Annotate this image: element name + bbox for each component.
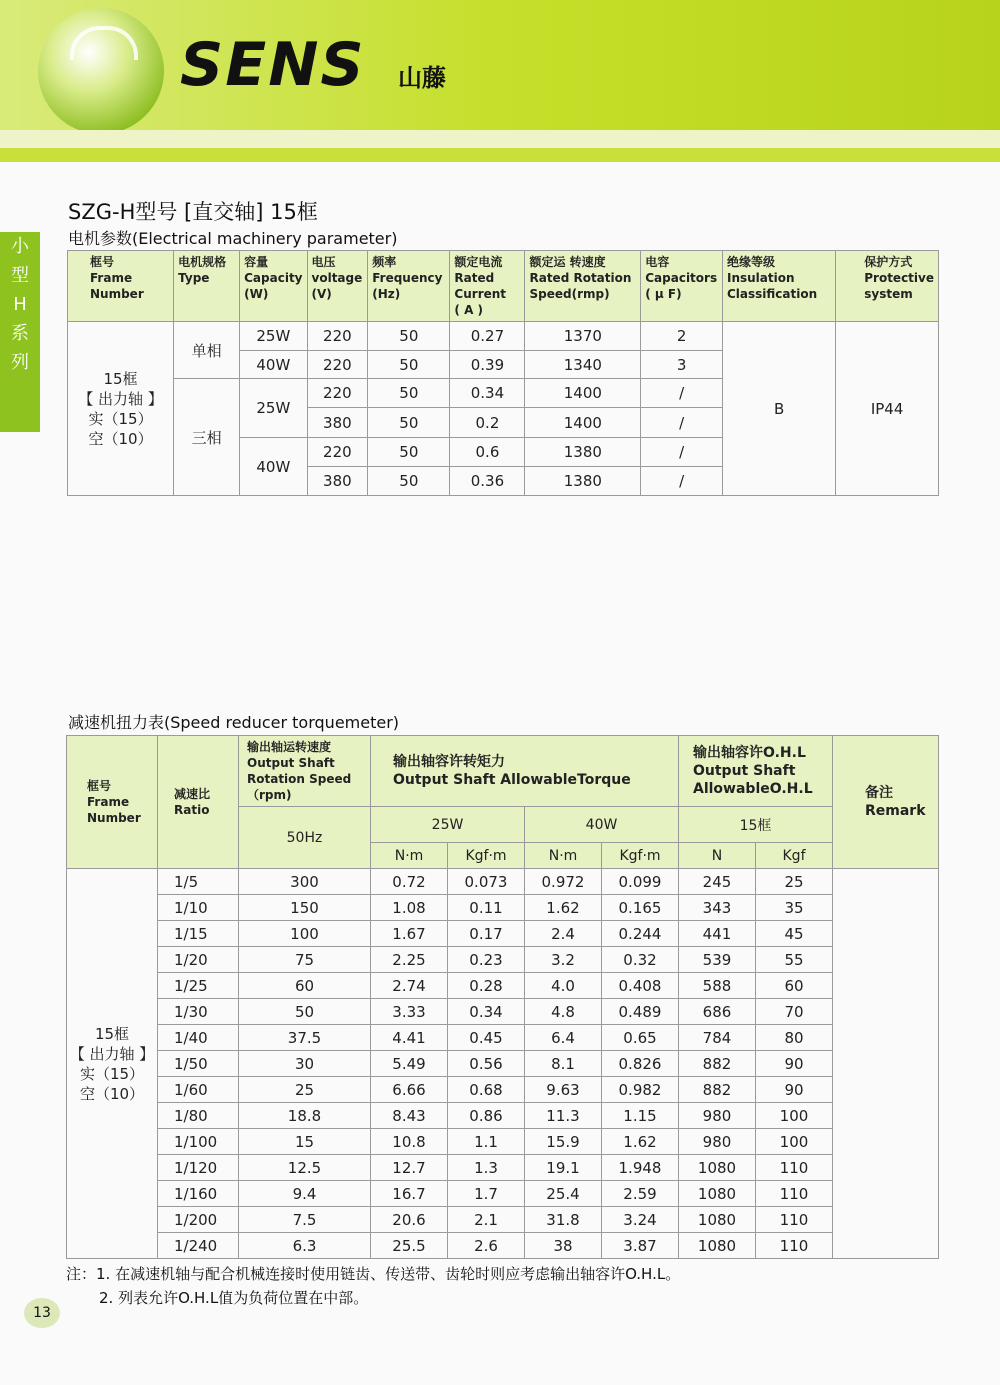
table-row [67, 1233, 939, 1259]
speed-cell: 1340 [525, 351, 641, 379]
ohl-n-cell: 1080 [679, 1233, 756, 1259]
torque-40w-kgfm-cell: 0.826 [602, 1051, 679, 1077]
speed-cell: 37.5 [239, 1025, 371, 1051]
ratio-cell: 1/40 [158, 1025, 239, 1051]
table-row [67, 869, 939, 895]
speed-cell: 6.3 [239, 1233, 371, 1259]
ratio-cell: 1/160 [158, 1181, 239, 1207]
table-row [67, 1103, 939, 1129]
current-cell: 0.6 [450, 438, 525, 467]
capacity-cell: 40W [240, 438, 307, 496]
table-row [67, 895, 939, 921]
torque-25w-nm-cell: 25.5 [371, 1233, 448, 1259]
speed-cell: 1380 [525, 467, 641, 496]
insulation-cell: B [722, 322, 835, 496]
table-row [67, 921, 939, 947]
ratio-cell: 1/80 [158, 1103, 239, 1129]
ohl-n-cell: 686 [679, 999, 756, 1025]
header-15frame: 15框 [679, 807, 833, 843]
series-side-tab: 小 型 H 系 列 [0, 232, 40, 432]
torque-40w-kgfm-cell: 0.489 [602, 999, 679, 1025]
unit-kgf: Kgf [756, 843, 833, 869]
header-banner [0, 0, 1000, 130]
torque-40w-nm-cell: 15.9 [525, 1129, 602, 1155]
table-row [67, 1129, 939, 1155]
ratio-cell: 1/15 [158, 921, 239, 947]
torque-40w-kgfm-cell: 1.62 [602, 1129, 679, 1155]
ohl-n-cell: 882 [679, 1051, 756, 1077]
torque-25w-nm-cell: 20.6 [371, 1207, 448, 1233]
ohl-n-cell: 980 [679, 1103, 756, 1129]
ohl-kgf-cell: 70 [756, 999, 833, 1025]
torque-25w-kgfm-cell: 0.11 [448, 895, 525, 921]
table-row [67, 1181, 939, 1207]
ohl-kgf-cell: 90 [756, 1077, 833, 1103]
header-50hz: 50Hz [239, 807, 371, 869]
table-row [67, 1051, 939, 1077]
ohl-n-cell: 784 [679, 1025, 756, 1051]
frequency-cell: 50 [368, 351, 450, 379]
speed-cell: 300 [239, 869, 371, 895]
header-ratio: 减速比 Ratio [158, 736, 239, 869]
torque-40w-nm-cell: 4.0 [525, 973, 602, 999]
electrical-table [67, 250, 939, 496]
speed-cell: 15 [239, 1129, 371, 1155]
torque-40w-kgfm-cell: 1.948 [602, 1155, 679, 1181]
ratio-cell: 1/240 [158, 1233, 239, 1259]
torque-40w-nm-cell: 6.4 [525, 1025, 602, 1051]
speed-cell: 9.4 [239, 1181, 371, 1207]
ratio-cell: 1/20 [158, 947, 239, 973]
capacitor-cell: 2 [641, 322, 723, 351]
ratio-cell: 1/25 [158, 973, 239, 999]
ohl-kgf-cell: 100 [756, 1129, 833, 1155]
ratio-cell: 1/200 [158, 1207, 239, 1233]
torque-40w-nm-cell: 11.3 [525, 1103, 602, 1129]
header-current: 额定电流 Rated Current ( A ) [450, 251, 525, 322]
ohl-kgf-cell: 55 [756, 947, 833, 973]
capacitor-cell: 3 [641, 351, 723, 379]
torque-25w-kgfm-cell: 2.6 [448, 1233, 525, 1259]
capacitor-cell: / [641, 467, 723, 496]
torque-40w-nm-cell: 0.972 [525, 869, 602, 895]
torque-25w-kgfm-cell: 0.23 [448, 947, 525, 973]
table-row [67, 947, 939, 973]
header-divider [0, 130, 1000, 148]
ohl-kgf-cell: 90 [756, 1051, 833, 1077]
table-row [67, 1155, 939, 1181]
torque-section-title: 减速机扭力表(Speed reducer torquemeter) [68, 713, 400, 732]
type-single-phase: 单相 [174, 322, 240, 379]
table-row [67, 999, 939, 1025]
header-frame: 框号 Frame Number [68, 251, 174, 322]
ratio-cell: 1/50 [158, 1051, 239, 1077]
torque-25w-kgfm-cell: 2.1 [448, 1207, 525, 1233]
header-capacitors: 电容 Capacitors ( μ F) [641, 251, 723, 322]
capacitor-cell: / [641, 379, 723, 408]
globe-logo-icon [38, 8, 164, 134]
header-capacity: 容量 Capacity (W) [240, 251, 307, 322]
frame-cell: 15框 【 出力轴 】 实（15） 空（10） [68, 322, 174, 496]
speed-cell: 18.8 [239, 1103, 371, 1129]
protection-cell: IP44 [836, 322, 939, 496]
torque-25w-kgfm-cell: 0.68 [448, 1077, 525, 1103]
header-voltage: 电压 voltage (V) [307, 251, 368, 322]
speed-cell: 150 [239, 895, 371, 921]
current-cell: 0.2 [450, 408, 525, 438]
torque-25w-kgfm-cell: 0.17 [448, 921, 525, 947]
ohl-kgf-cell: 60 [756, 973, 833, 999]
torque-25w-kgfm-cell: 0.073 [448, 869, 525, 895]
torque-25w-kgfm-cell: 0.56 [448, 1051, 525, 1077]
speed-cell: 60 [239, 973, 371, 999]
ohl-kgf-cell: 35 [756, 895, 833, 921]
frequency-cell: 50 [368, 438, 450, 467]
table-row [67, 1077, 939, 1103]
voltage-cell: 220 [307, 379, 368, 408]
frequency-cell: 50 [368, 408, 450, 438]
torque-25w-kgfm-cell: 0.45 [448, 1025, 525, 1051]
ohl-kgf-cell: 110 [756, 1155, 833, 1181]
current-cell: 0.27 [450, 322, 525, 351]
torque-25w-nm-cell: 6.66 [371, 1077, 448, 1103]
torque-40w-nm-cell: 38 [525, 1233, 602, 1259]
torque-40w-kgfm-cell: 0.099 [602, 869, 679, 895]
ohl-n-cell: 882 [679, 1077, 756, 1103]
torque-25w-nm-cell: 1.67 [371, 921, 448, 947]
torque-25w-nm-cell: 12.7 [371, 1155, 448, 1181]
ohl-n-cell: 539 [679, 947, 756, 973]
ohl-kgf-cell: 80 [756, 1025, 833, 1051]
header-type: 电机规格 Type [174, 251, 240, 322]
torque-25w-kgfm-cell: 1.7 [448, 1181, 525, 1207]
torque-40w-nm-cell: 25.4 [525, 1181, 602, 1207]
torque-40w-kgfm-cell: 0.982 [602, 1077, 679, 1103]
torque-25w-kgfm-cell: 1.1 [448, 1129, 525, 1155]
speed-cell: 30 [239, 1051, 371, 1077]
brand-logo: SENS [180, 30, 366, 100]
ohl-kgf-cell: 110 [756, 1207, 833, 1233]
torque-25w-nm-cell: 5.49 [371, 1051, 448, 1077]
ohl-n-cell: 1080 [679, 1207, 756, 1233]
notes [66, 1262, 680, 1310]
ohl-kgf-cell: 100 [756, 1103, 833, 1129]
header-25w: 25W [371, 807, 525, 843]
header-speed: 额定运 转速度 Rated Rotation Speed(rmp) [525, 251, 641, 322]
remark-cell [833, 869, 939, 1259]
speed-cell: 1370 [525, 322, 641, 351]
torque-25w-nm-cell: 0.72 [371, 869, 448, 895]
brand-logo-cn: 山藤 [398, 64, 446, 92]
ratio-cell: 1/5 [158, 869, 239, 895]
torque-25w-nm-cell: 1.08 [371, 895, 448, 921]
ohl-kgf-cell: 25 [756, 869, 833, 895]
type-three-phase: 三相 [174, 379, 240, 496]
header-frame: 框号 Frame Number [67, 736, 158, 869]
ohl-n-cell: 343 [679, 895, 756, 921]
torque-40w-nm-cell: 4.8 [525, 999, 602, 1025]
unit-kgfm: Kgf·m [448, 843, 525, 869]
ohl-n-cell: 1080 [679, 1155, 756, 1181]
torque-40w-nm-cell: 31.8 [525, 1207, 602, 1233]
ohl-kgf-cell: 110 [756, 1181, 833, 1207]
header-ohl: 输出轴容许O.H.L Output Shaft AllowableO.H.L [679, 736, 833, 807]
ratio-cell: 1/10 [158, 895, 239, 921]
ratio-cell: 1/100 [158, 1129, 239, 1155]
voltage-cell: 220 [307, 351, 368, 379]
ratio-cell: 1/60 [158, 1077, 239, 1103]
torque-40w-nm-cell: 9.63 [525, 1077, 602, 1103]
unit-nm: N·m [371, 843, 448, 869]
torque-40w-kgfm-cell: 1.15 [602, 1103, 679, 1129]
header-40w: 40W [525, 807, 679, 843]
torque-25w-nm-cell: 4.41 [371, 1025, 448, 1051]
torque-40w-kgfm-cell: 0.65 [602, 1025, 679, 1051]
torque-25w-nm-cell: 16.7 [371, 1181, 448, 1207]
voltage-cell: 220 [307, 438, 368, 467]
table-row [67, 973, 939, 999]
current-cell: 0.36 [450, 467, 525, 496]
note-1: 注：1. 在减速机轴与配合机械连接时使用链齿、传送带、齿轮时则应考虑输出轴容许O.H.L。 [66, 1265, 681, 1283]
page-number: 13 [24, 1298, 60, 1328]
capacity-cell: 25W [240, 379, 307, 438]
torque-25w-nm-cell: 2.25 [371, 947, 448, 973]
voltage-cell: 380 [307, 467, 368, 496]
ohl-n-cell: 980 [679, 1129, 756, 1155]
capacitor-cell: / [641, 438, 723, 467]
speed-cell: 25 [239, 1077, 371, 1103]
current-cell: 0.39 [450, 351, 525, 379]
frequency-cell: 50 [368, 322, 450, 351]
header-insulation: 绝缘等级 Insulation Classification [722, 251, 835, 322]
torque-25w-kgfm-cell: 0.86 [448, 1103, 525, 1129]
ohl-n-cell: 1080 [679, 1181, 756, 1207]
ohl-kgf-cell: 45 [756, 921, 833, 947]
frequency-cell: 50 [368, 379, 450, 408]
ohl-kgf-cell: 110 [756, 1233, 833, 1259]
header-allowable-torque: 输出轴容许转矩力 Output Shaft AllowableTorque [371, 736, 679, 807]
torque-40w-kgfm-cell: 3.24 [602, 1207, 679, 1233]
capacitor-cell: / [641, 408, 723, 438]
ratio-cell: 1/120 [158, 1155, 239, 1181]
voltage-cell: 220 [307, 322, 368, 351]
table-row [67, 1207, 939, 1233]
note-2: 2. 列表允许O.H.L值为负荷位置在中部。 [99, 1289, 369, 1307]
speed-cell: 7.5 [239, 1207, 371, 1233]
unit-kgfm: Kgf·m [602, 843, 679, 869]
speed-cell: 1380 [525, 438, 641, 467]
ohl-n-cell: 245 [679, 869, 756, 895]
torque-40w-nm-cell: 19.1 [525, 1155, 602, 1181]
electrical-section-title: 电机参数(Electrical machinery parameter) [68, 229, 398, 248]
capacity-cell: 25W [240, 322, 307, 351]
torque-25w-nm-cell: 2.74 [371, 973, 448, 999]
torque-40w-kgfm-cell: 2.59 [602, 1181, 679, 1207]
torque-25w-nm-cell: 10.8 [371, 1129, 448, 1155]
ohl-n-cell: 441 [679, 921, 756, 947]
capacity-cell: 40W [240, 351, 307, 379]
speed-cell: 100 [239, 921, 371, 947]
torque-25w-nm-cell: 3.33 [371, 999, 448, 1025]
torque-40w-nm-cell: 3.2 [525, 947, 602, 973]
header-protection: 保护方式 Protective system [836, 251, 939, 322]
unit-nm: N·m [525, 843, 602, 869]
frame-cell: 15框 【 出力轴 】 实（15） 空（10） [67, 869, 158, 1259]
torque-25w-kgfm-cell: 1.3 [448, 1155, 525, 1181]
ohl-n-cell: 588 [679, 973, 756, 999]
voltage-cell: 380 [307, 408, 368, 438]
header-frequency: 频率 Frequency (Hz) [368, 251, 450, 322]
current-cell: 0.34 [450, 379, 525, 408]
torque-40w-kgfm-cell: 3.87 [602, 1233, 679, 1259]
torque-40w-kgfm-cell: 0.165 [602, 895, 679, 921]
table-row [67, 1025, 939, 1051]
page-title: SZG-H型号 [直交轴] 15框 [68, 200, 318, 224]
torque-40w-kgfm-cell: 0.32 [602, 947, 679, 973]
speed-cell: 12.5 [239, 1155, 371, 1181]
unit-n: N [679, 843, 756, 869]
speed-cell: 50 [239, 999, 371, 1025]
speed-cell: 1400 [525, 408, 641, 438]
torque-40w-nm-cell: 8.1 [525, 1051, 602, 1077]
speed-cell: 75 [239, 947, 371, 973]
torque-25w-kgfm-cell: 0.34 [448, 999, 525, 1025]
torque-40w-kgfm-cell: 0.244 [602, 921, 679, 947]
ratio-cell: 1/30 [158, 999, 239, 1025]
header-output-speed: 输出轴运转速度 Output Shaft Rotation Speed （rpm) [239, 736, 371, 807]
frequency-cell: 50 [368, 467, 450, 496]
torque-25w-kgfm-cell: 0.28 [448, 973, 525, 999]
torque-40w-nm-cell: 2.4 [525, 921, 602, 947]
torque-25w-nm-cell: 8.43 [371, 1103, 448, 1129]
torque-40w-kgfm-cell: 0.408 [602, 973, 679, 999]
speed-cell: 1400 [525, 379, 641, 408]
torque-40w-nm-cell: 1.62 [525, 895, 602, 921]
header-divider-green [0, 148, 1000, 162]
torque-table [66, 735, 939, 1259]
header-remark: 备注 Remark [833, 736, 939, 869]
